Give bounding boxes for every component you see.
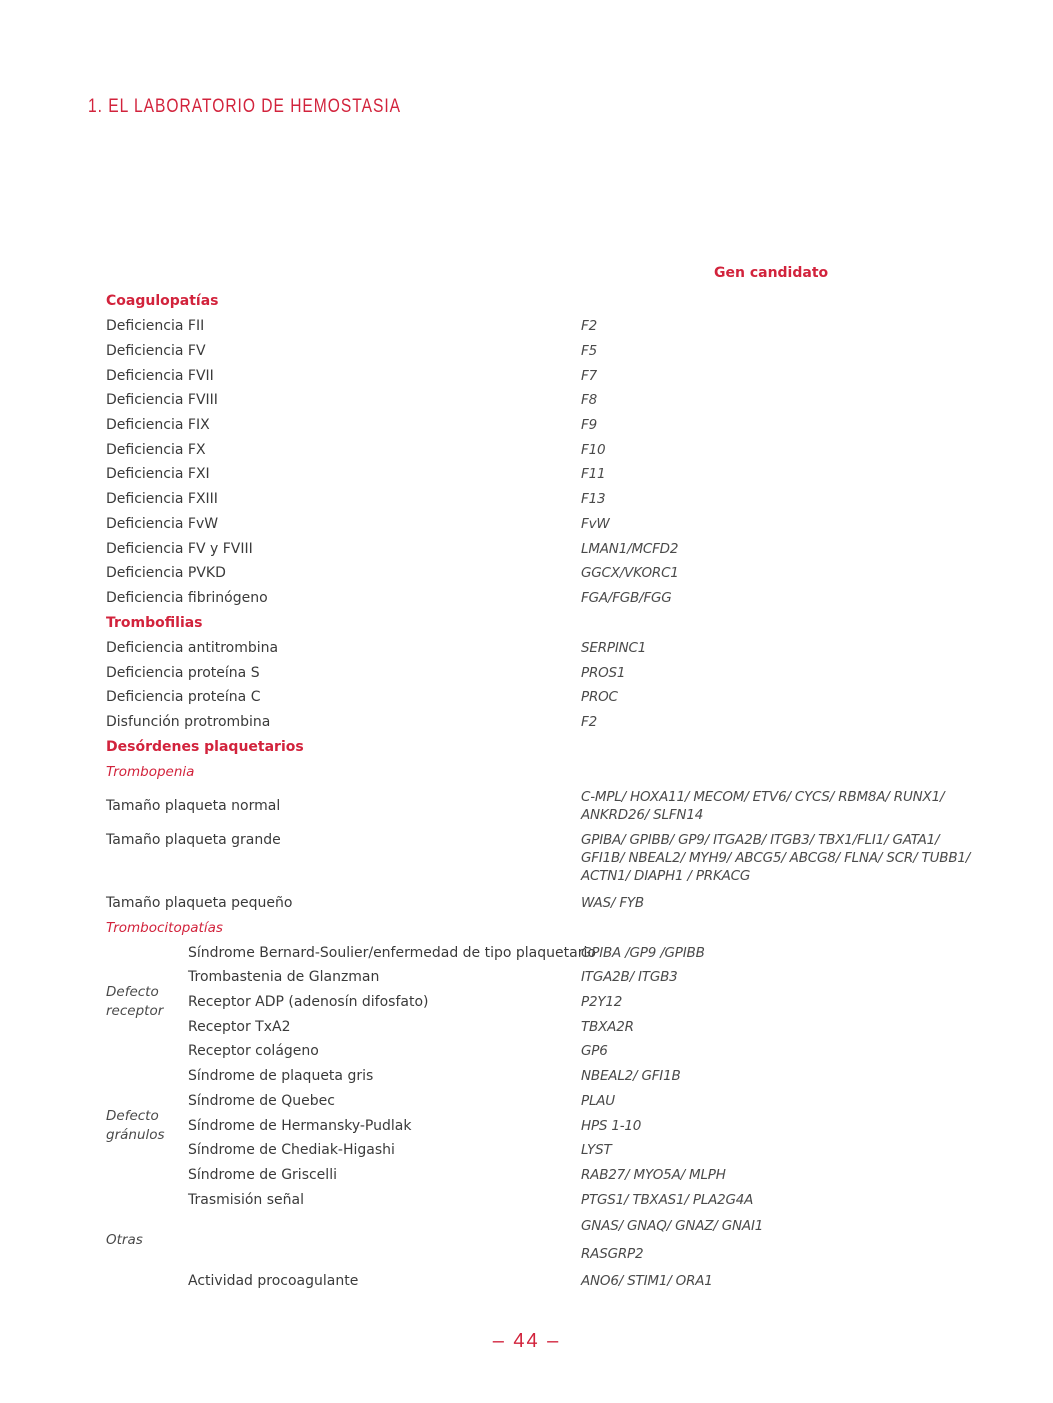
row-label: Deficiencia FVII (106, 368, 214, 384)
row-gene: P2Y12 (581, 994, 623, 1010)
row-label: Síndrome de Griscelli (188, 1167, 337, 1183)
row-gene: PROS1 (581, 665, 626, 681)
row-gene: ANO6/ STIM1/ ORA1 (581, 1273, 713, 1289)
row-label: Receptor colágeno (188, 1043, 319, 1059)
row-gene: GPIBA/ GPIBB/ GP9/ ITGA2B/ ITGB3/ TBX1/FLI1/ GATA1/ GFI1B/ NBEAL2/ MYH9/ ABCG5/ ABCG8/ FLNA/ SCR/ TUBB1/ ACTN1/ DIAPH1 / PRKACG (581, 832, 971, 884)
row-gene: SERPINC1 (581, 640, 647, 656)
row-label: Deficiencia FvW (106, 516, 219, 532)
row-label: Deficiencia FX (106, 442, 206, 458)
row-gene: F13 (581, 491, 606, 507)
row-gene: FGA/FGB/FGG (581, 590, 672, 606)
row-label: Tamaño plaqueta grande (106, 832, 281, 848)
row-gene: GP6 (581, 1043, 608, 1059)
row-label: Síndrome Bernard-Soulier/enfermedad de tipo plaquetario (188, 945, 596, 961)
row-gene: ITGA2B/ ITGB3 (581, 969, 678, 985)
row-gene: HPS 1-10 (581, 1118, 642, 1134)
row-gene: GGCX/VKORC1 (581, 565, 679, 581)
row-gene: RAB27/ MYO5A/ MLPH (581, 1167, 726, 1183)
row-label: Deficiencia FIX (106, 417, 210, 433)
row-label: Receptor TxA2 (188, 1019, 291, 1035)
row-label: Deficiencia proteína S (106, 665, 260, 681)
row-gene: F8 (581, 392, 597, 408)
row-gene: WAS/ FYB (581, 895, 644, 911)
row-label: Deficiencia FV y FVIII (106, 541, 253, 557)
row-gene: GNAS/ GNAQ/ GNAZ/ GNAI1 (581, 1218, 764, 1234)
row-gene: F2 (581, 318, 597, 334)
row-label: Receptor ADP (adenosín difosfato) (188, 994, 429, 1010)
row-gene: RASGRP2 (581, 1246, 644, 1262)
row-label: Deficiencia FII (106, 318, 205, 334)
row-label: Síndrome de Quebec (188, 1093, 335, 1109)
row-gene: F7 (581, 368, 597, 384)
row-gene: C-MPL/ HOXA11/ MECOM/ ETV6/ CYCS/ RBM8A/ RUNX1/ ANKRD26/ SLFN14 (581, 789, 945, 823)
row-gene: PTGS1/ TBXAS1/ PLA2G4A (581, 1192, 754, 1208)
row-gene: TBXA2R (581, 1019, 634, 1035)
row-gene: F5 (581, 343, 597, 359)
row-label: Deficiencia fibrinógeno (106, 590, 268, 606)
row-label: Síndrome de Hermansky-Pudlak (188, 1118, 412, 1134)
page-number: – 44 – (492, 1330, 561, 1352)
row-label: Tamaño plaqueta pequeño (106, 895, 293, 911)
chapter-title: 1. EL LABORATORIO DE HEMOSTASIA (88, 96, 402, 117)
row-gene: LMAN1/MCFD2 (581, 541, 679, 557)
row-gene: LYST (581, 1142, 612, 1158)
row-label: Trombastenia de Glanzman (188, 969, 380, 985)
row-gene: F11 (581, 466, 606, 482)
group-label-defecto-granulos: Defecto gránulos (106, 1108, 165, 1143)
row-gene: F2 (581, 714, 597, 730)
row-label: Síndrome de Chediak-Higashi (188, 1142, 395, 1158)
column-header-gen-candidato: Gen candidato (714, 265, 829, 281)
row-label: Deficiencia FXI (106, 466, 210, 482)
group-label-defecto-receptor: Defecto receptor (106, 984, 164, 1019)
row-label: Deficiencia FXIII (106, 491, 218, 507)
row-gene: NBEAL2/ GFI1B (581, 1068, 681, 1084)
row-label: Disfunción protrombina (106, 714, 271, 730)
row-gene: PLAU (581, 1093, 615, 1109)
row-gene: FvW (581, 516, 610, 532)
row-label: Deficiencia FVIII (106, 392, 218, 408)
row-label: Actividad procoagulante (188, 1273, 359, 1289)
row-label: Deficiencia FV (106, 343, 206, 359)
row-label: Deficiencia antitrombina (106, 640, 279, 656)
row-gene: F10 (581, 442, 606, 458)
row-label: Deficiencia proteína C (106, 689, 261, 705)
row-label: Síndrome de plaqueta gris (188, 1068, 374, 1084)
group-label-otras: Otras (106, 1232, 143, 1248)
row-gene: GPIBA /GP9 /GPIBB (581, 945, 705, 961)
row-gene: F9 (581, 417, 597, 433)
row-label: Tamaño plaqueta normal (106, 798, 281, 814)
row-label: Deficiencia PVKD (106, 565, 226, 581)
row-gene: PROC (581, 689, 618, 705)
row-label: Trasmisión señal (188, 1192, 304, 1208)
